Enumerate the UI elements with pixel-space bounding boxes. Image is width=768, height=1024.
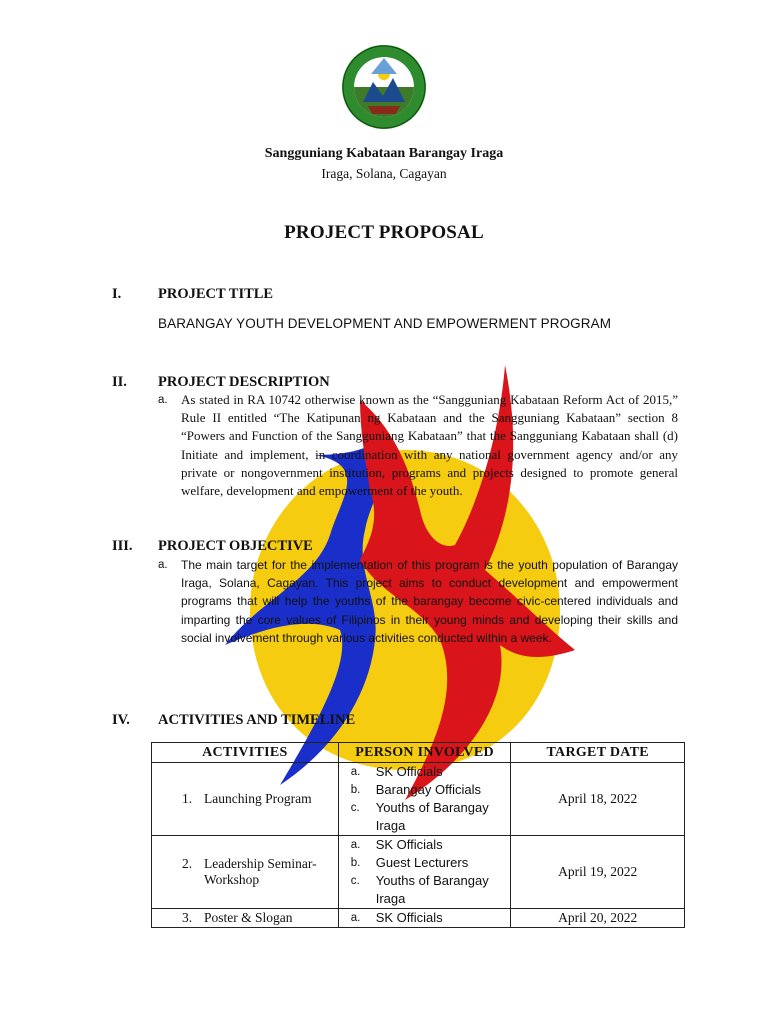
section-3-number: III. <box>112 538 133 554</box>
table-row <box>152 909 685 928</box>
section-2-title: PROJECT DESCRIPTION <box>158 374 330 390</box>
header-target-date: TARGET DATE <box>511 743 685 763</box>
person-letter: a. <box>350 766 361 778</box>
organization-address: Iraga, Solana, Cagayan <box>321 166 447 181</box>
person-letter: b. <box>350 784 361 796</box>
target-date-cell: April 20, 2022 <box>511 909 685 928</box>
list-item <box>351 763 511 781</box>
section-3-item-letter: a. <box>158 559 168 571</box>
project-title-text: BARANGAY YOUTH DEVELOPMENT AND EMPOWERMENT PROGRAM <box>158 316 612 331</box>
section-2-item-letter: a. <box>158 394 168 406</box>
person-letter: b. <box>350 857 361 869</box>
section-2-number: II. <box>112 374 127 390</box>
section-1-number: I. <box>112 286 122 302</box>
activity-cell <box>152 763 339 836</box>
person-name: Youths of Barangay Iraga <box>375 800 489 833</box>
activity-cell <box>152 909 339 928</box>
header-person-involved: PERSON INVOLVED <box>338 743 511 763</box>
section-3-title: PROJECT OBJECTIVE <box>158 538 313 554</box>
list-item <box>351 799 511 835</box>
activity-number: 2. <box>182 856 193 871</box>
organization-name: Sangguniang Kabataan Barangay Iraga <box>264 146 504 161</box>
header-activities: ACTIVITIES <box>152 743 339 763</box>
section-4-title: ACTIVITIES AND TIMELINE <box>158 712 356 728</box>
activity-name: Leadership Seminar-Workshop <box>204 856 317 887</box>
target-date-cell: April 19, 2022 <box>511 836 685 909</box>
activity-number: 3. <box>182 910 193 925</box>
list-item <box>351 781 511 799</box>
activity-name: Launching Program <box>204 791 312 806</box>
section-4-number: IV. <box>112 712 130 728</box>
person-letter: c. <box>350 802 360 814</box>
list-item <box>351 872 511 908</box>
target-date-cell: April 18, 2022 <box>511 763 685 836</box>
persons-cell <box>338 763 511 836</box>
person-letter: c. <box>350 875 360 887</box>
persons-cell <box>338 909 511 928</box>
person-name: SK Officials <box>375 910 443 925</box>
table-header-row <box>152 743 685 763</box>
person-name: Youths of Barangay Iraga <box>375 873 489 906</box>
list-item <box>351 909 511 927</box>
persons-cell <box>338 836 511 909</box>
list-item <box>351 836 511 854</box>
person-name: Barangay Officials <box>375 782 481 797</box>
person-letter: a. <box>350 912 361 924</box>
document-title: PROJECT PROPOSAL <box>284 222 484 243</box>
activity-name: Poster & Slogan <box>204 910 293 925</box>
section-1-title: PROJECT TITLE <box>158 286 274 302</box>
project-description-text: As stated in RA 10742 otherwise known as the “Sangguniang Kabataan Reform Act of 2015,” Rule II entitled “The Katipunan ng Kabataan and the Sangguniang Kabataan” section 8 “Powers and Function of the Sangguniang Kabataan” that the Sangguniang Kabataan shall (d) Initiate and implement, in coordination with any national government agency and/or any private or nongovernment institution, programs and projects designed to promote general welfare, development and empowerment of the youth. <box>181 392 678 499</box>
activity-number: 1. <box>182 791 193 806</box>
table-row <box>152 763 685 836</box>
activity-cell <box>152 836 339 909</box>
person-name: SK Officials <box>375 764 443 779</box>
person-letter: a. <box>350 839 361 851</box>
person-name: SK Officials <box>375 837 443 852</box>
table-row <box>152 836 685 909</box>
activities-timeline-table <box>151 742 685 928</box>
project-objective-text: The main target for the implementation of this program is the youth population of Barangay Iraga, Solana, Cagayan. This project aims to conduct development and empowerment programs that will help the youths of the barangay become civic-centered individuals and imparting the core values of Filipinos in their young minds and developing their skills and social involvement through various activities conducted within a week. <box>181 558 678 645</box>
person-name: Guest Lecturers <box>375 855 469 870</box>
sk-seal-logo <box>341 44 427 130</box>
list-item <box>351 854 511 872</box>
